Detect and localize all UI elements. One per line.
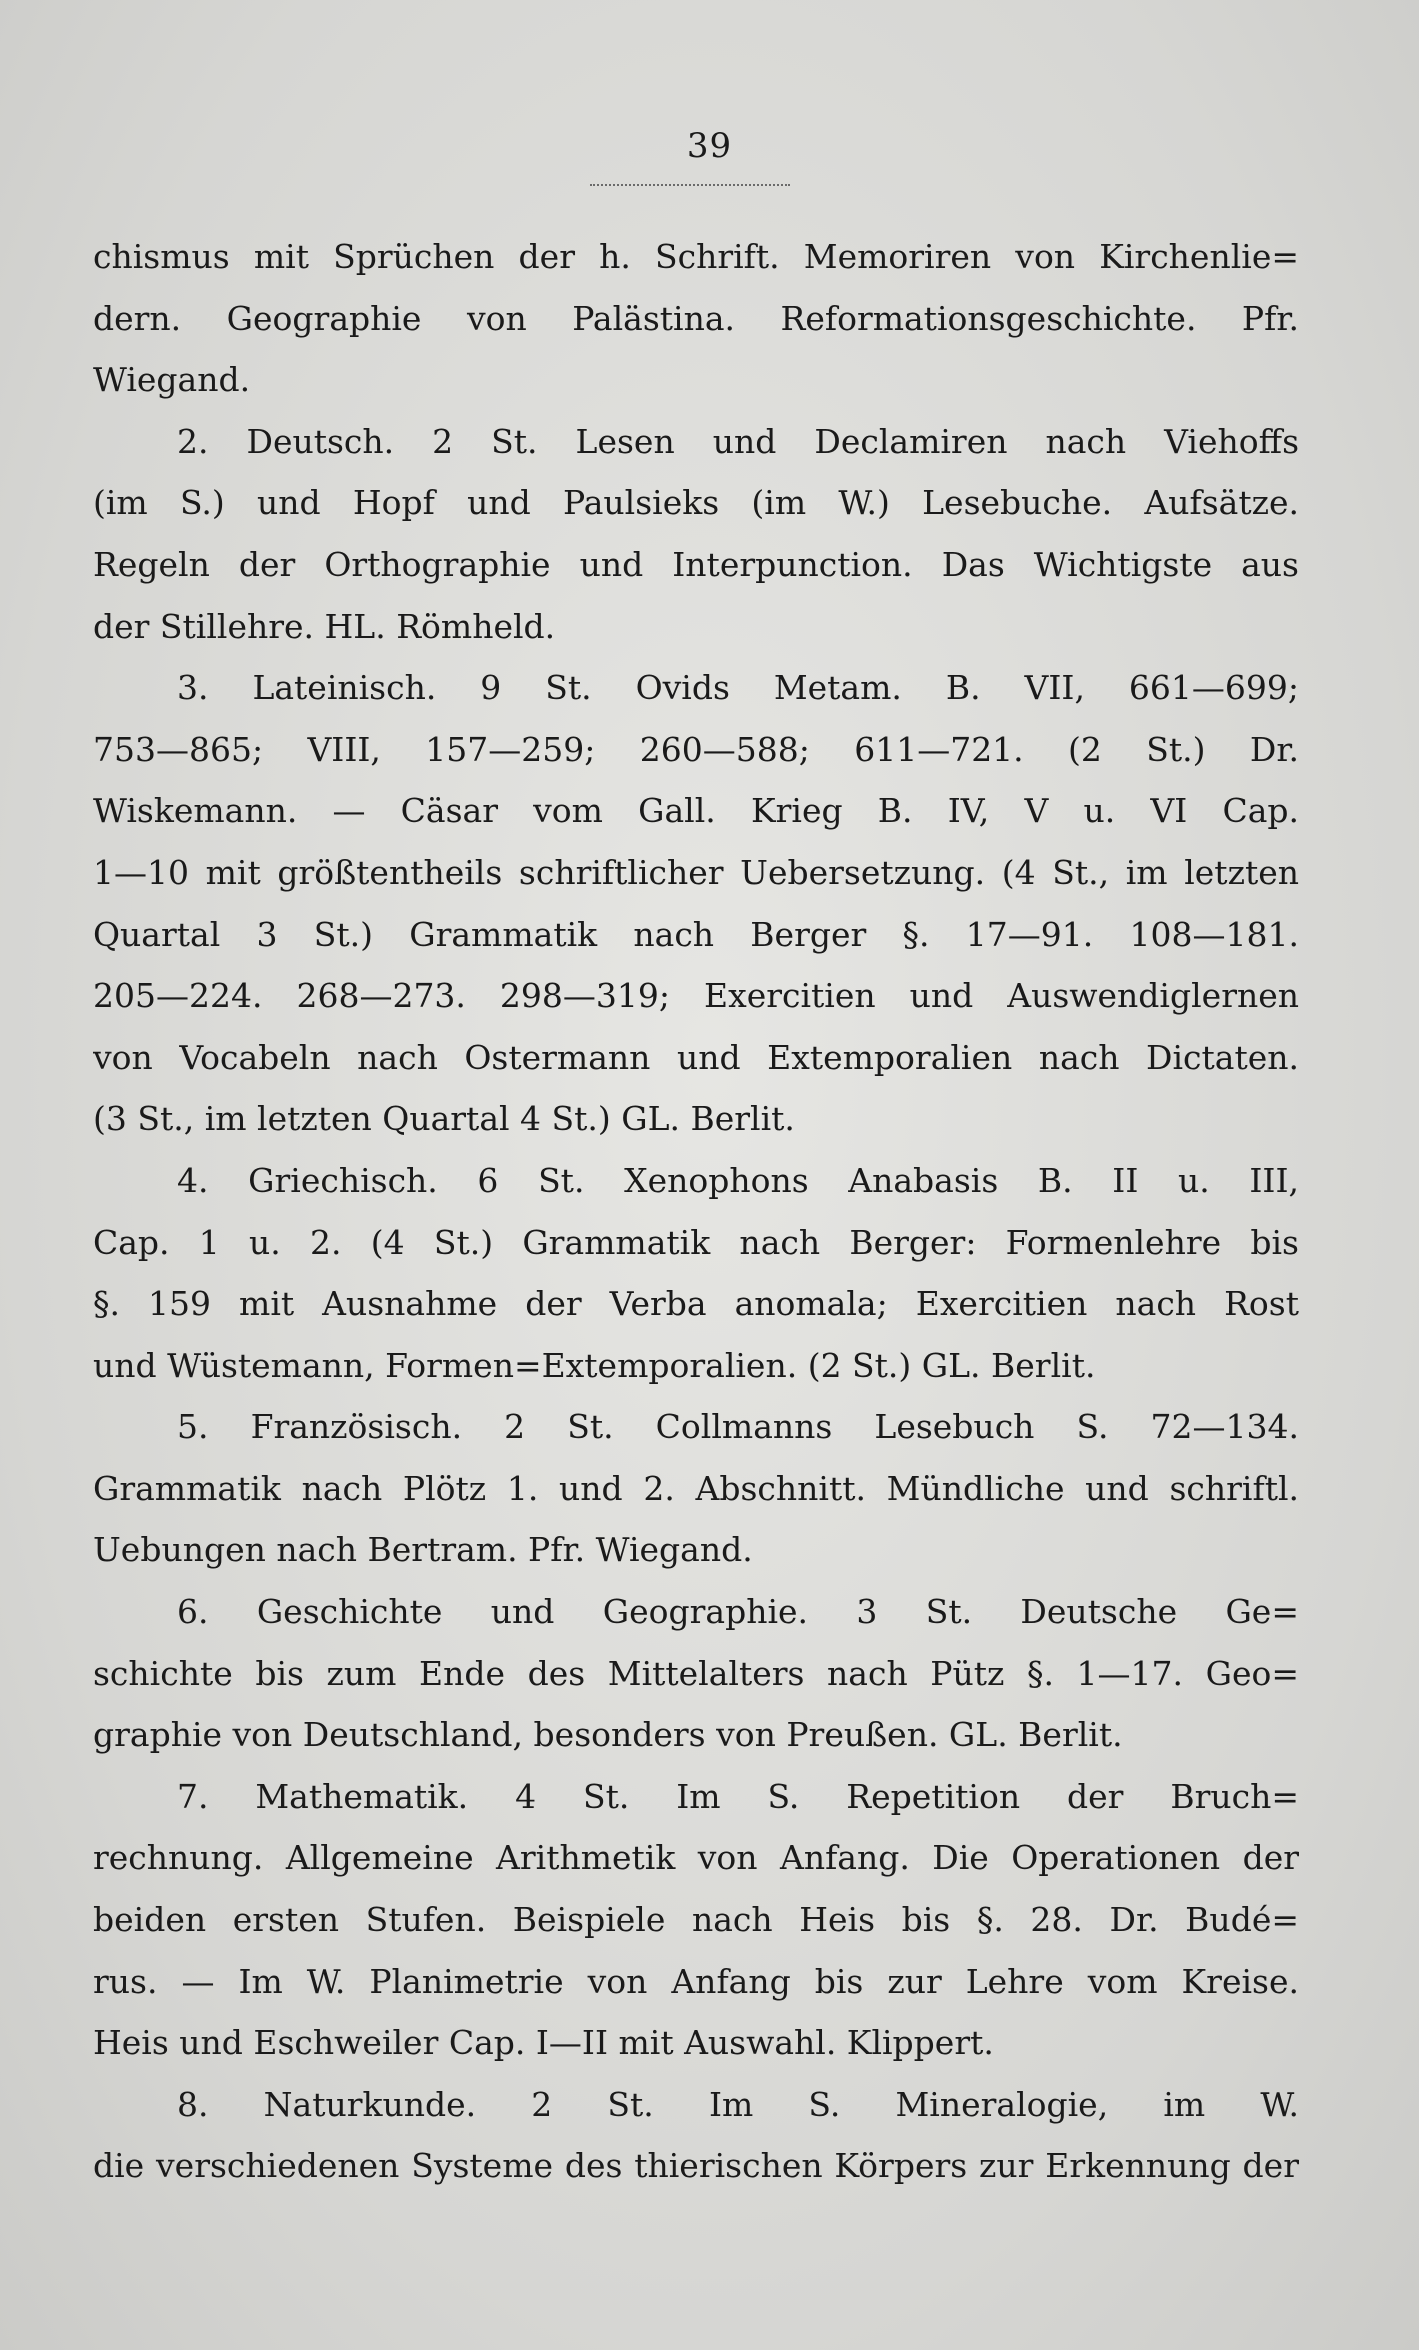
text-line: Regeln der Orthographie und Interpunction. Das Wichtigste aus (93, 544, 1299, 584)
text-line: (im S.) und Hopf und Paulsieks (im W.) Lesebuche. Aufsätze. (93, 483, 1299, 523)
page-number: 39 (686, 126, 733, 166)
text-line: (3 St., im letzten Quartal 4 St.) GL. Berlit. (93, 1099, 795, 1139)
text-line: und Wüstemann, Formen=Extemporalien. (2 St.) GL. Berlit. (93, 1345, 1096, 1385)
text-line: 4. Griechisch. 6 St. Xenophons Anabasis B. II u. III, (177, 1160, 1299, 1200)
text-line: 7. Mathematik. 4 St. Im S. Repetition der Bruch= (177, 1776, 1299, 1816)
text-line: rus. — Im W. Planimetrie von Anfang bis zur Lehre vom Kreise. (93, 1961, 1299, 2001)
text-line: 205—224. 268—273. 298—319; Exercitien und Auswendiglernen (93, 976, 1299, 1016)
text-line: Uebungen nach Bertram. Pfr. Wiegand. (93, 1530, 753, 1570)
text-line: 753—865; VIII, 157—259; 260—588; 611—721. (2 St.) Dr. (93, 729, 1299, 769)
text-line: beiden ersten Stufen. Beispiele nach Heis bis §. 28. Dr. Budé= (93, 1900, 1299, 1940)
text-line: 6. Geschichte und Geographie. 3 St. Deutsche Ge= (177, 1592, 1299, 1632)
text-line: die verschiedenen Systeme des thierischen Körpers zur Erkennung der (93, 2146, 1299, 2186)
text-line: dern. Geographie von Palästina. Reformationsgeschichte. Pfr. (93, 298, 1299, 338)
text-line: der Stillehre. HL. Römheld. (93, 606, 556, 646)
header-rule (590, 184, 790, 186)
page-text (93, 226, 1299, 2197)
text-line: Grammatik nach Plötz 1. und 2. Abschnitt. Mündliche und schriftl. (93, 1468, 1299, 1508)
text-line: Quartal 3 St.) Grammatik nach Berger §. 17—91. 108—181. (93, 914, 1299, 954)
text-line: 5. Französisch. 2 St. Collmanns Lesebuch S. 72—134. (177, 1407, 1299, 1447)
text-line: schichte bis zum Ende des Mittelalters nach Pütz §. 1—17. Geo= (93, 1653, 1299, 1693)
text-line: Wiskemann. — Cäsar vom Gall. Krieg B. IV, V u. VI Cap. (93, 791, 1299, 831)
text-line: rechnung. Allgemeine Arithmetik von Anfang. Die Operationen der (93, 1838, 1299, 1878)
text-line: 8. Naturkunde. 2 St. Im S. Mineralogie, im W. (177, 2084, 1299, 2124)
text-line: 1—10 mit größtentheils schriftlicher Uebersetzung. (4 St., im letzten (93, 852, 1299, 892)
text-line: graphie von Deutschland, besonders von Preußen. GL. Berlit. (93, 1715, 1123, 1755)
text-line: 3. Lateinisch. 9 St. Ovids Metam. B. VII, 661—699; (177, 668, 1299, 708)
text-line: von Vocabeln nach Ostermann und Extemporalien nach Dictaten. (93, 1037, 1299, 1077)
text-line: §. 159 mit Ausnahme der Verba anomala; Exercitien nach Rost (93, 1284, 1299, 1324)
text-line: 2. Deutsch. 2 St. Lesen und Declamiren nach Viehoffs (177, 421, 1299, 461)
text-line: Cap. 1 u. 2. (4 St.) Grammatik nach Berger: Formenlehre bis (93, 1222, 1299, 1262)
text-line: chismus mit Sprüchen der h. Schrift. Memoriren von Kirchenlie= (93, 237, 1299, 276)
text-line: Heis und Eschweiler Cap. I—II mit Auswahl. Klippert. (93, 2023, 994, 2063)
text-line: Wiegand. (93, 360, 251, 400)
